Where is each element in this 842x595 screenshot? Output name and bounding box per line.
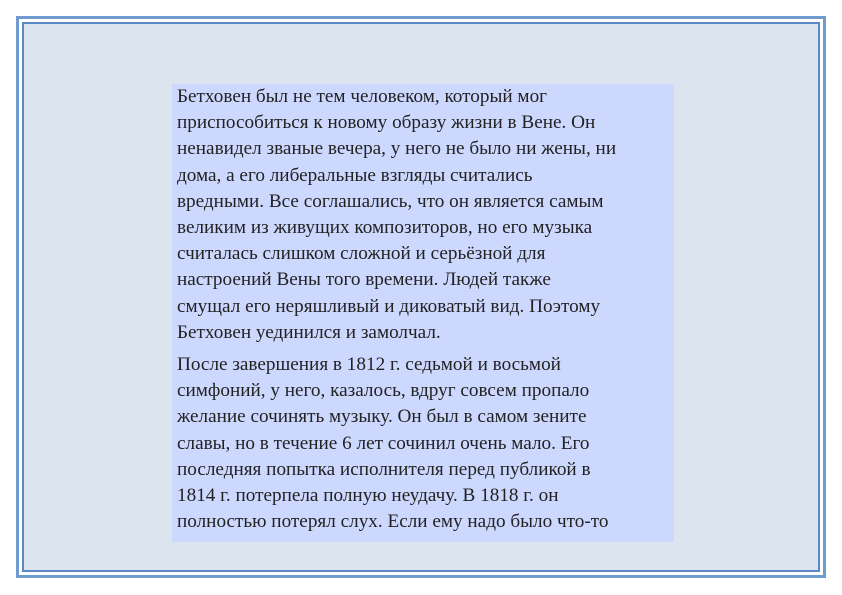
paragraph-1: Бетховен был не тем человеком, который мог приспособиться к новому образу жизни в Вене. Он ненавидел званые вечера, у него не было ни жены, ни дома, а его либеральные взгляды считались вредными. Все соглашались, что он является самым великим из живущих композиторов, но его музыка считалась слишком сложной и серьёзной для настроений Вены того времени. Людей также смущал его неряшливый и диковатый вид. Поэтому Бетховен уединился и замолчал. bbox=[177, 86, 617, 343]
paragraph-2: После завершения в 1812 г. седьмой и восьмой симфоний, у него, казалось, вдруг совсем пропало желание сочинять музыку. Он был в самом зените славы, но в течение 6 лет сочинил очень мало. Его последняя попытка исполнителя перед публикой в 1814 г. потерпела полную неудачу. В 1818 г. он полностью потерял слух. Если ему надо было что-то bbox=[177, 354, 609, 533]
text-box bbox=[172, 84, 674, 542]
